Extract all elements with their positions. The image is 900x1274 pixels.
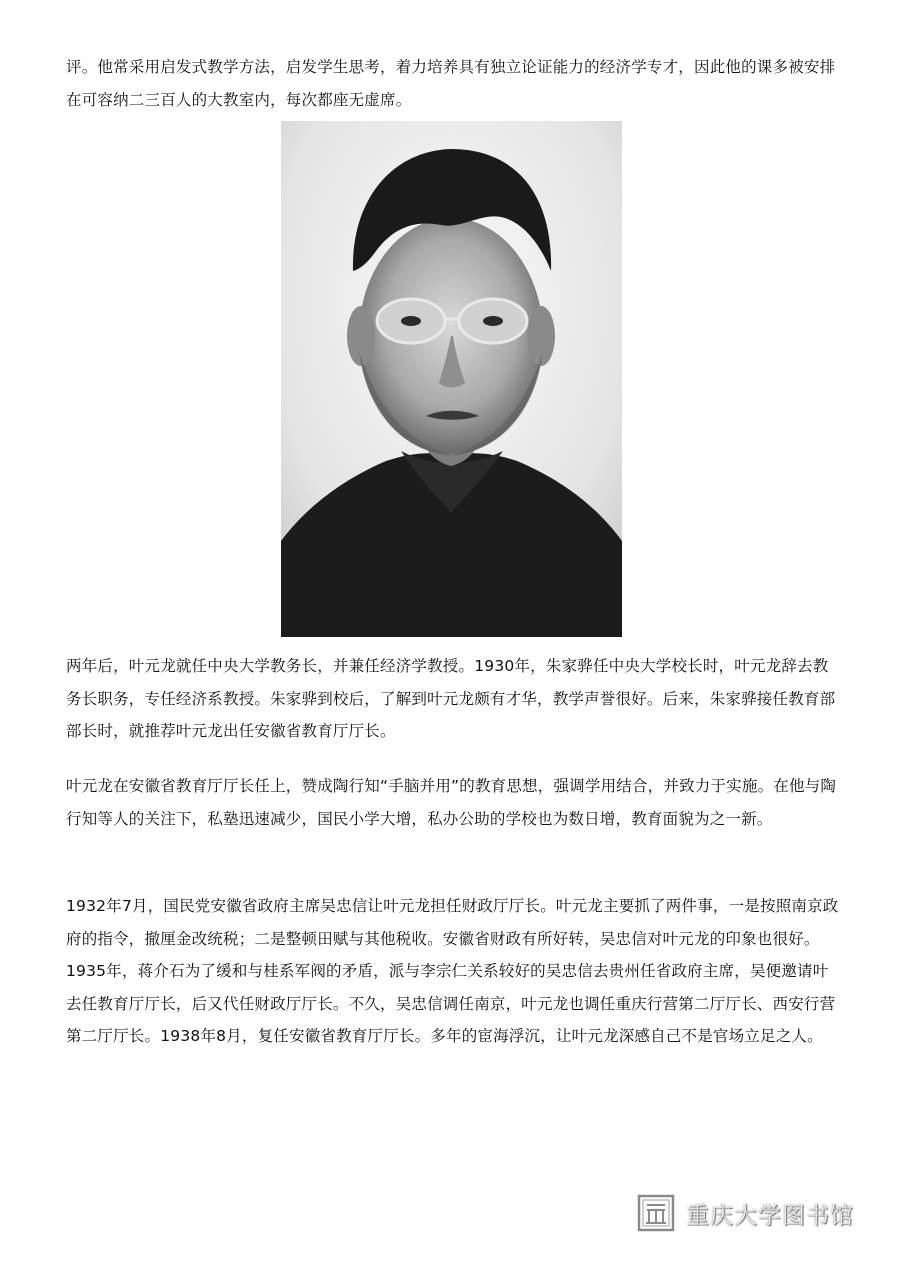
library-watermark: [636, 1189, 866, 1237]
library-seal-icon: [636, 1193, 676, 1233]
watermark-text: 重庆大学图书馆: [686, 1202, 854, 1229]
paragraph-dean-appointment: 两年后，叶元龙就任中央大学教务长，并兼任经济学教授。1930年，朱家骅任中央大学校长时，叶元龙辞去教务长职务，专任经济系教授。朱家骅到校后，了解到叶元龙颇有才华，教学声誉很好。后来，朱家骅接任教育部部长时，就推荐叶元龙出任安徽省教育厅厅长。: [66, 657, 836, 740]
paragraph-finance-career: 1932年7月，国民党安徽省政府主席吴忠信让叶元龙担任财政厅厅长。叶元龙主要抓了两件事，一是按照南京政府的指令，撤厘金改统税；二是整顿田赋与其他税收。安徽省财政有所好转，吴忠信对叶元龙的印象也很好。1935年，蒋介石为了缓和与桂系军阀的矛盾，派与李宗仁关系较好的吴忠信去贵州任省政府主席，吴便邀请叶去任教育厅厅长，后又代任财政厅厅长。不久，吴忠信调任南京，叶元龙也调任重庆行营第二厅厅长、西安行营第二厅厅长。1938年8月，复任安徽省教育厅厅长。多年的宦海浮沉，让叶元龙深感自己不是官场立足之人。: [66, 897, 839, 1045]
paragraph-teaching-method: 评。他常采用启发式教学方法，启发学生思考，着力培养具有独立论证能力的经济学专才，因此他的课多被安排在可容纳二三百人的大教室内，每次都座无虚席。: [66, 58, 836, 109]
portrait-photo: [281, 121, 622, 637]
paragraph-education-reform: 叶元龙在安徽省教育厅厅长任上，赞成陶行知“手脑并用”的教育思想，强调学用结合，并致力于实施。在他与陶行知等人的关注下，私塾迅速减少，国民小学大增，私办公助的学校也为数日增，教育面貌为之一新。: [66, 777, 837, 828]
